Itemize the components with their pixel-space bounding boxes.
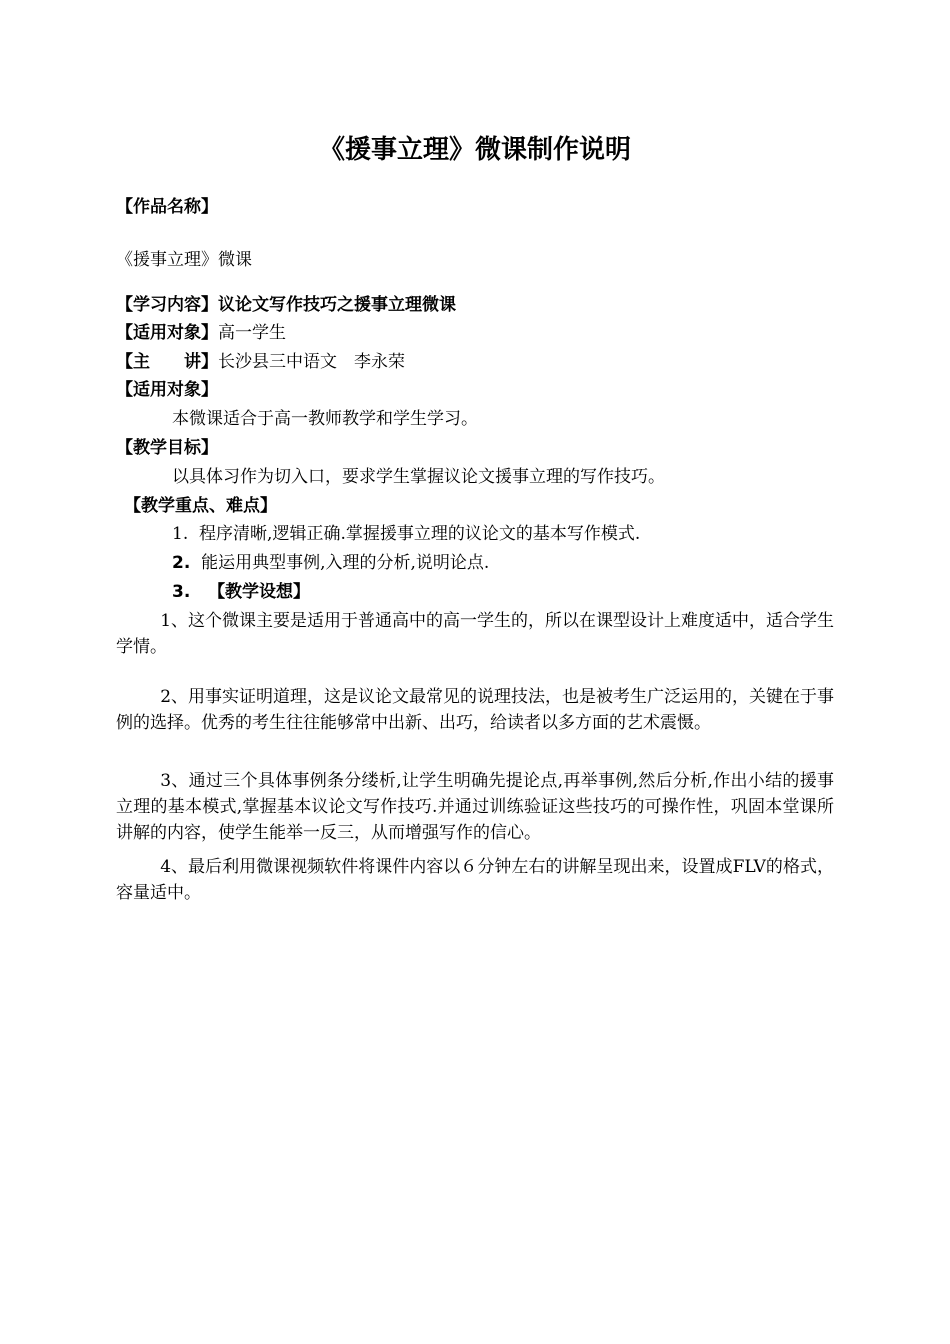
work-name-value: 《援事立理》微课 [116,250,252,270]
audience-value: 高一学生 [218,323,286,343]
audience-heading: 【适用对象】 [116,323,218,343]
key-point-number: 1. [172,524,189,544]
design-number: 3. [172,582,191,602]
design-paragraph-2: 2、用事实证明道理，这是议论文最常见的说理技法，也是被考生广泛运用的，关键在于事例的选择。优秀的考生往往能够常中出新、出巧，给读者以多方面的艺术震慑。 [116,687,835,733]
goal-value: 以具体习作为切入口，要求学生掌握议论文援事立理的写作技巧。 [172,467,665,487]
design-heading: 【教学设想】 [208,582,311,602]
study-content-heading: 【学习内容】 [116,295,218,315]
design-paragraph-1: 1、这个微课主要是适用于普通高中的高一学生的，所以在课型设计上难度适中，适合学生学情。 [116,611,835,657]
audience-line [116,321,286,345]
lecturer-value: 长沙县三中语文 李永荣 [218,352,405,372]
study-content-line [116,293,456,317]
study-content-value: 议论文写作技巧之援事立理微课 [218,295,456,315]
lecturer-line [116,350,405,374]
key-point-item [172,522,640,546]
design-paragraph-3: 3、通过三个具体事例条分缕析,让学生明确先提论点,再举事例,然后分析,作出小结的援事立理的基本模式,掌握基本议论文写作技巧.并通过训练验证这些技巧的可操作性，巩固本堂课所讲解的内容，使学生能举一反三，从而增强写作的信心。 [116,771,834,843]
document-title: 《援事立理》微课制作说明 [318,135,631,165]
goal-heading: 【教学目标】 [116,438,218,458]
lecturer-heading: 【主 讲】 [116,352,218,372]
audience2-heading: 【适用对象】 [116,380,218,400]
key-point-number: 2. [172,553,191,573]
key-point-item [172,551,489,575]
design-heading-line [172,580,310,604]
design-paragraph-4: 4、最后利用微课视频软件将课件内容以６分钟左右的讲解呈现出来，设置成FLV的格式，容量适中。 [116,857,834,903]
key-points-heading: 【教学重点、难点】 [124,496,277,516]
work-name-heading: 【作品名称】 [116,197,218,217]
audience2-value: 本微课适合于高一教师教学和学生学习。 [172,409,478,429]
key-point-text: 程序清晰,逻辑正确.掌握援事立理的议论文的基本写作模式. [199,524,641,544]
key-point-text: 能运用典型事例,入理的分析,说明论点. [201,553,490,573]
